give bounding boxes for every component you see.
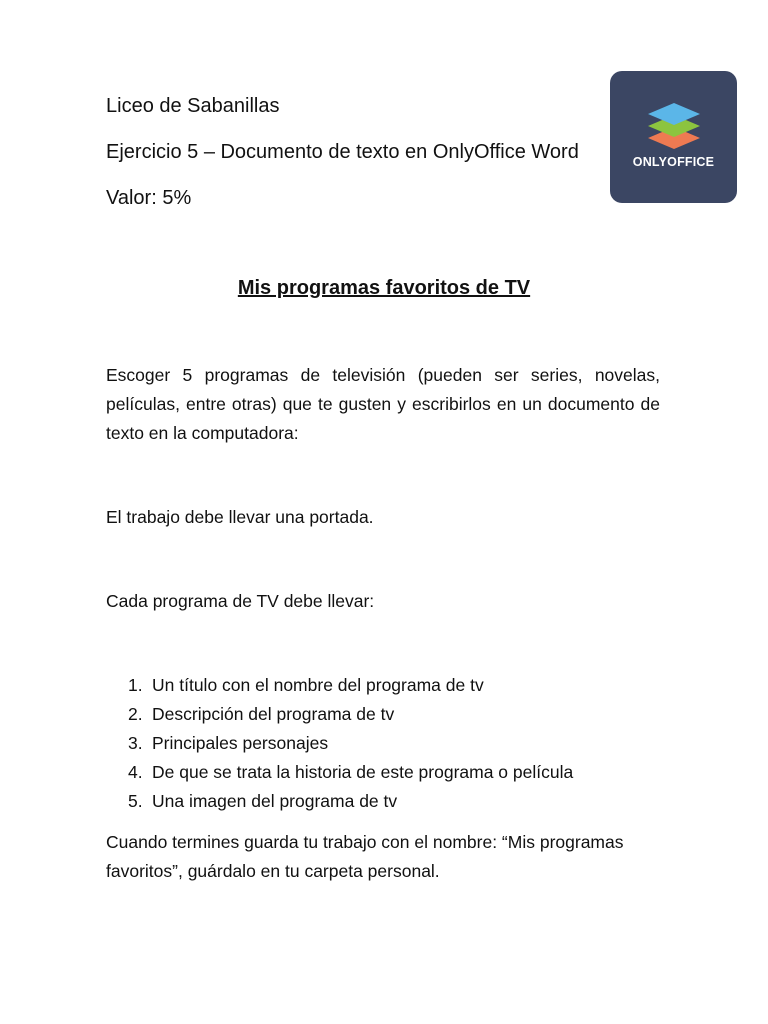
list-item	[106, 671, 706, 700]
list-item-number: 1.	[128, 675, 143, 695]
intro-paragraph: Escoger 5 programas de televisión (pueden ser series, novelas, películas, entre otras) que te gusten y escribirlos en un documento de texto en la computadora:	[106, 365, 660, 443]
onlyoffice-logo	[610, 71, 737, 203]
list-item	[106, 700, 706, 729]
list-item-text: Un título con el nombre del programa de tv	[152, 675, 484, 695]
list-item-text: Principales personajes	[152, 733, 329, 753]
list-item-text: Una imagen del programa de tv	[152, 791, 398, 811]
onlyoffice-layers-icon	[646, 101, 702, 153]
requirements-list	[106, 671, 706, 816]
list-item	[106, 787, 706, 816]
list-item-number: 2.	[128, 704, 143, 724]
requirements-intro: Cada programa de TV debe llevar:	[106, 591, 375, 611]
exercise-title: Ejercicio 5 – Documento de texto en OnlyOffice Word	[106, 141, 579, 163]
school-name: Liceo de Sabanillas	[106, 95, 280, 117]
list-item-text: De que se trata la historia de este programa o película	[152, 762, 574, 782]
list-item	[106, 758, 706, 787]
logo-wordmark: ONLYOFFICE	[632, 155, 715, 169]
cover-paragraph: El trabajo debe llevar una portada.	[106, 507, 374, 527]
list-item-number: 3.	[128, 733, 143, 753]
document-title: Mis programas favoritos de TV	[237, 277, 531, 299]
list-item-text: Descripción del programa de tv	[152, 704, 395, 724]
closing-paragraph: Cuando termines guarda tu trabajo con el nombre: “Mis programas favoritos”, guárdalo en tu carpeta personal.	[106, 832, 624, 881]
grade-value: Valor: 5%	[106, 187, 192, 209]
list-item-number: 5.	[128, 791, 143, 811]
list-item-number: 4.	[128, 762, 143, 782]
list-item	[106, 729, 706, 758]
